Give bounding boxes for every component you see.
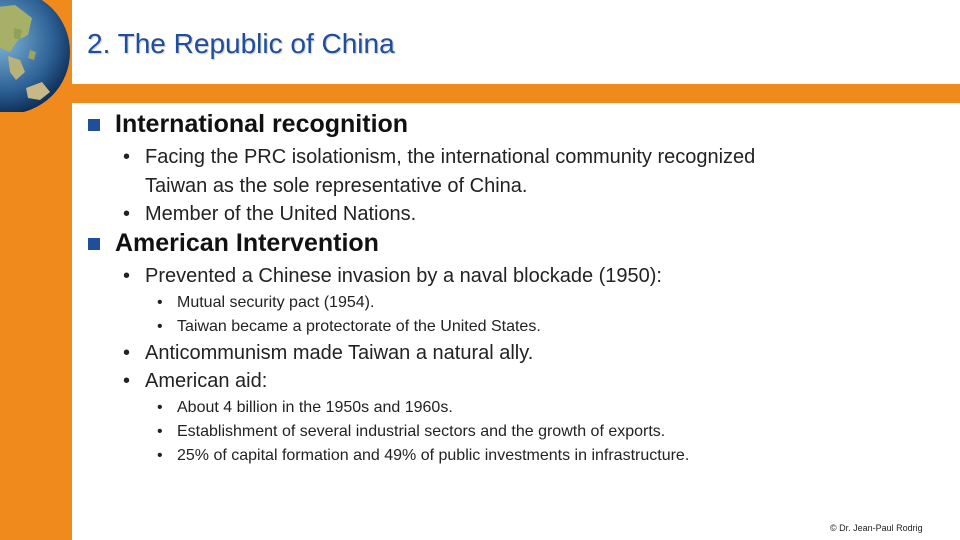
sub-bullet-text: Taiwan became a protectorate of the United States. bbox=[177, 318, 541, 335]
bullet-text: Prevented a Chinese invasion by a naval blockade (1950): bbox=[145, 265, 662, 287]
bullet-dot-icon: • bbox=[123, 203, 131, 225]
bullet-dot-icon: • bbox=[157, 294, 163, 311]
sub-bullet-text: Establishment of several industrial sectors and the growth of exports. bbox=[177, 423, 666, 440]
bullet-dot-icon: • bbox=[157, 423, 163, 440]
square-bullet-icon bbox=[88, 119, 100, 131]
bullet-text: American aid: bbox=[145, 370, 268, 392]
bullet-dot-icon: • bbox=[157, 318, 163, 335]
bullet-text: Anticommunism made Taiwan a natural ally. bbox=[145, 342, 534, 364]
square-bullet-icon bbox=[88, 238, 100, 250]
section-heading-text: International recognition bbox=[115, 110, 409, 138]
bullet-text: Facing the PRC isolationism, the international community recognized bbox=[145, 146, 756, 168]
bullet-dot-icon: • bbox=[123, 146, 131, 168]
copyright-credit: © Dr. Jean-Paul Rodrig bbox=[830, 523, 923, 533]
bullet-dot-icon: • bbox=[123, 370, 131, 392]
section-heading-text: American Intervention bbox=[115, 229, 379, 257]
bullet-dot-icon: • bbox=[157, 447, 163, 464]
bullet-text: Member of the United Nations. bbox=[145, 203, 417, 225]
bullet-dot-icon: • bbox=[123, 265, 131, 287]
sub-bullet-text: 25% of capital formation and 49% of public investments in infrastructure. bbox=[177, 447, 690, 464]
slide-title: 2. The Republic of China bbox=[87, 28, 395, 59]
bullet-dot-icon: • bbox=[123, 342, 131, 364]
bullet-text: Taiwan as the sole representative of China. bbox=[145, 175, 528, 197]
sub-bullet-text: About 4 billion in the 1950s and 1960s. bbox=[177, 399, 453, 416]
bullet-dot-icon: • bbox=[157, 399, 163, 416]
sub-bullet-text: Mutual security pact (1954). bbox=[177, 294, 375, 311]
